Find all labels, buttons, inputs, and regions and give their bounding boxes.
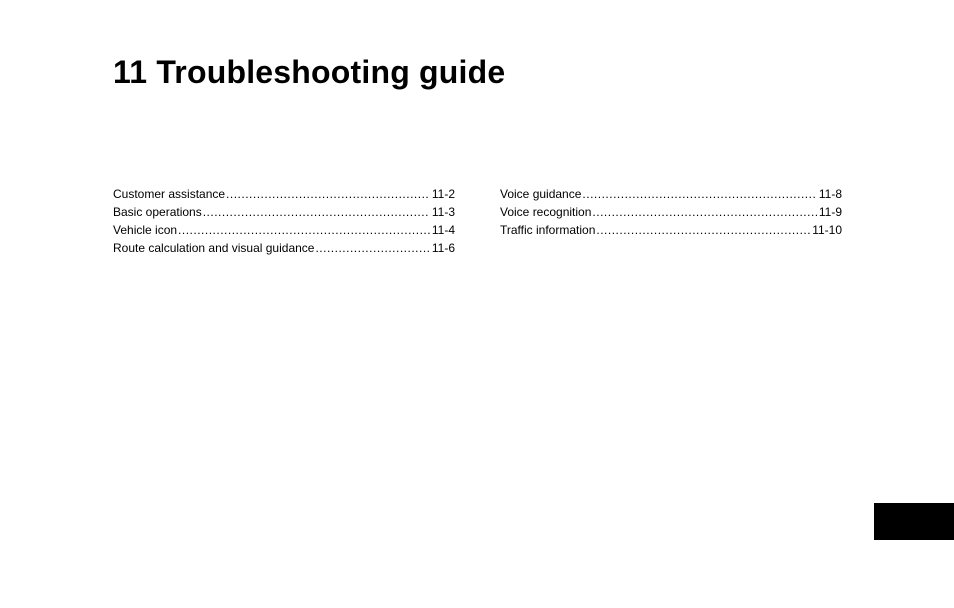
toc-dot-leader [315,239,429,257]
toc-entry-label: Vehicle icon [113,223,178,237]
toc-entry-basic-operations[interactable] [113,203,455,221]
toc-entry-voice-recognition[interactable] [500,203,842,221]
toc-entry-traffic-information[interactable] [500,221,842,239]
toc-entry-label: Traffic information [500,223,596,237]
toc-entry-vehicle-icon[interactable] [113,221,455,239]
toc-entry-page: 11-2 [431,187,455,201]
toc-entry-customer-assistance[interactable] [113,185,455,203]
toc-dot-leader [226,185,430,203]
toc-entry-page: 11-9 [818,205,842,219]
toc-entry-voice-guidance[interactable] [500,185,842,203]
toc-entry-label: Voice recognition [500,205,592,219]
toc-dot-leader [178,221,430,239]
chapter-title: 11 Troubleshooting guide [113,54,506,90]
toc-entry-page: 11-3 [431,205,455,219]
toc-entry-page: 11-4 [431,223,455,237]
toc-entry-label: Route calculation and visual guidance [113,241,315,255]
toc-entry-label: Customer assistance [113,187,226,201]
toc-left-column [113,185,455,257]
toc-entry-label: Voice guidance [500,187,582,201]
toc-entry-route-calculation[interactable] [113,239,455,257]
toc-dot-leader [596,221,810,239]
toc-right-column [500,185,842,239]
toc-entry-label: Basic operations [113,205,202,219]
toc-dot-leader [592,203,816,221]
toc-entry-page: 11-6 [431,241,455,255]
chapter-tab-marker [874,503,954,540]
toc-entry-page: 11-10 [812,223,842,237]
toc-dot-leader [203,203,430,221]
toc-dot-leader [582,185,816,203]
toc-entry-page: 11-8 [818,187,842,201]
